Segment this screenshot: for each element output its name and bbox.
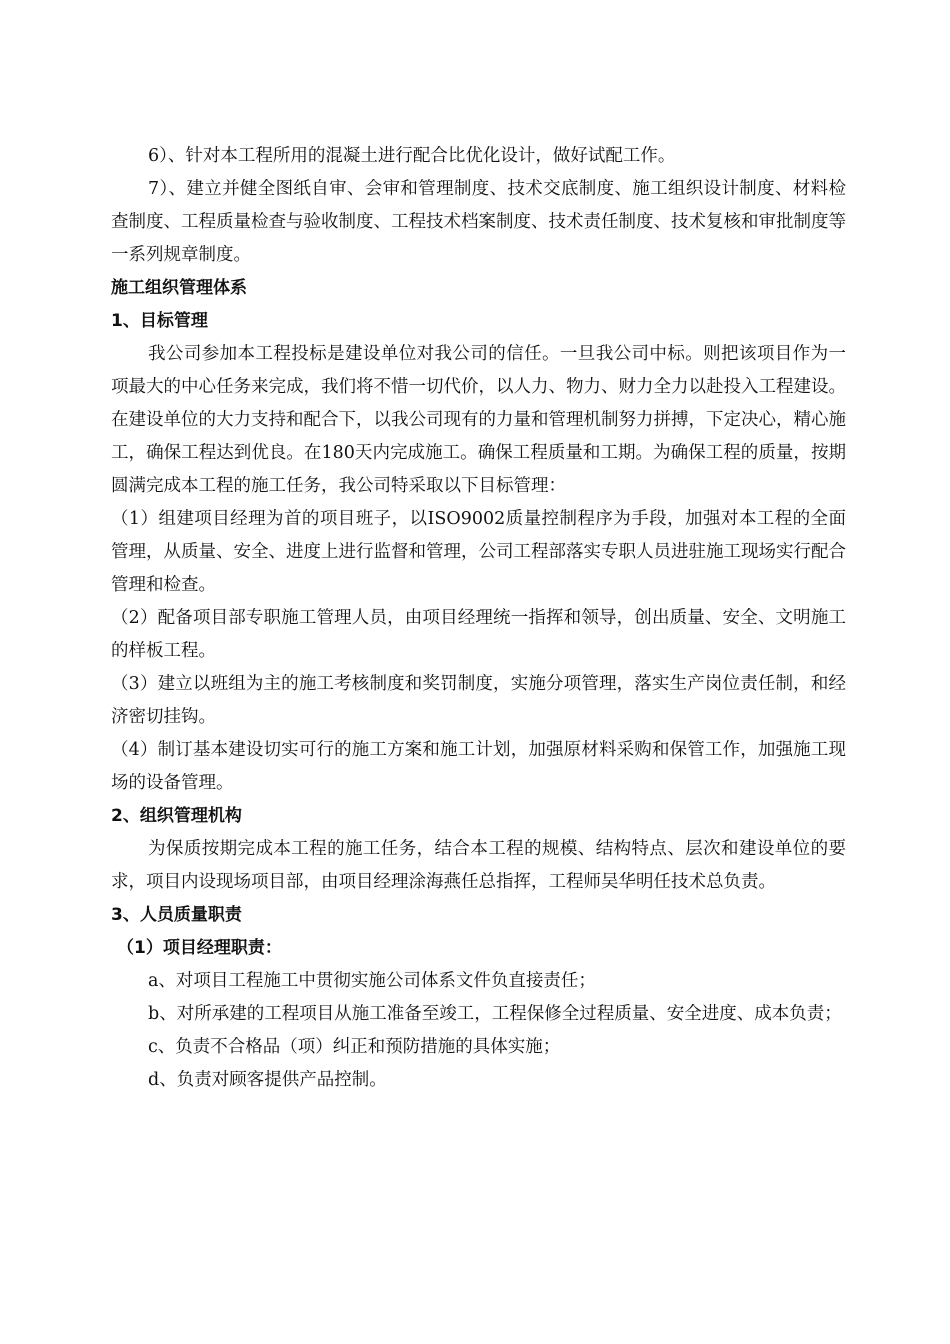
list-item-1: （1）组建项目经理为首的项目班子，以ISO9002质量控制程序为手段，加强对本工程的全面管理，从质量、安全、进度上进行监督和管理，公司工程部落实专职人员进驻施工现场实行配合管理和检查。: [111, 509, 846, 595]
subheading-manager-duties: （1）项目经理职责：: [117, 938, 282, 958]
section-heading-target: 1、目标管理: [111, 311, 208, 331]
duty-a: a、对项目工程施工中贯彻实施公司体系文件负直接责任；: [148, 971, 596, 991]
section-heading-system: 施工组织管理体系: [111, 278, 247, 298]
section-heading-duties: 3、人员质量职责: [111, 905, 242, 925]
duty-c: c、负责不合格品（项）纠正和预防措施的具体实施；: [148, 1037, 561, 1057]
document-page: [111, 140, 846, 1097]
target-intro-paragraph: 我公司参加本工程投标是建设单位对我公司的信任。一旦我公司中标。则把该项目作为一项最大的中心任务来完成，我们将不惜一切代价，以人力、物力、财力全力以赴投入工程建设。在建设单位的大力支持和配合下，以我公司现有的力量和管理机制努力拼搏，下定决心，精心施工，确保工程达到优良。在180天内完成施工。确保工程质量和工期。为确保工程的质量，按期圆满完成本工程的施工任务，我公司特采取以下目标管理：: [111, 344, 846, 496]
list-item-2: （2）配备项目部专职施工管理人员，由项目经理统一指挥和领导，创出质量、安全、文明施工的样板工程。: [111, 608, 846, 661]
duty-d: d、负责对顾客提供产品控制。: [148, 1070, 387, 1090]
paragraph-6: 6）、针对本工程所用的混凝土进行配合比优化设计，做好试配工作。: [148, 146, 676, 166]
list-item-4: （4）制订基本建设切实可行的施工方案和施工计划，加强原材料采购和保管工作，加强施工现场的设备管理。: [111, 740, 846, 793]
organization-paragraph: 为保质按期完成本工程的施工任务，结合本工程的规模、结构特点、层次和建设单位的要求，项目内设现场项目部，由项目经理涂海燕任总指挥，工程师吴华明任技术总负责。: [111, 839, 846, 892]
duty-b: b、对所承建的工程项目从施工准备至竣工，工程保修全过程质量、安全进度、成本负责；: [148, 1004, 842, 1024]
list-item-3: （3）建立以班组为主的施工考核制度和奖罚制度，实施分项管理，落实生产岗位责任制，和经济密切挂钩。: [111, 674, 846, 727]
paragraph-7: 7）、建立并健全图纸自审、会审和管理制度、技术交底制度、施工组织设计制度、材料检查制度、工程质量检查与验收制度、工程技术档案制度、技术责任制度、技术复核和审批制度等一系列规章制度。: [111, 179, 846, 265]
section-heading-organization: 2、组织管理机构: [111, 806, 242, 826]
